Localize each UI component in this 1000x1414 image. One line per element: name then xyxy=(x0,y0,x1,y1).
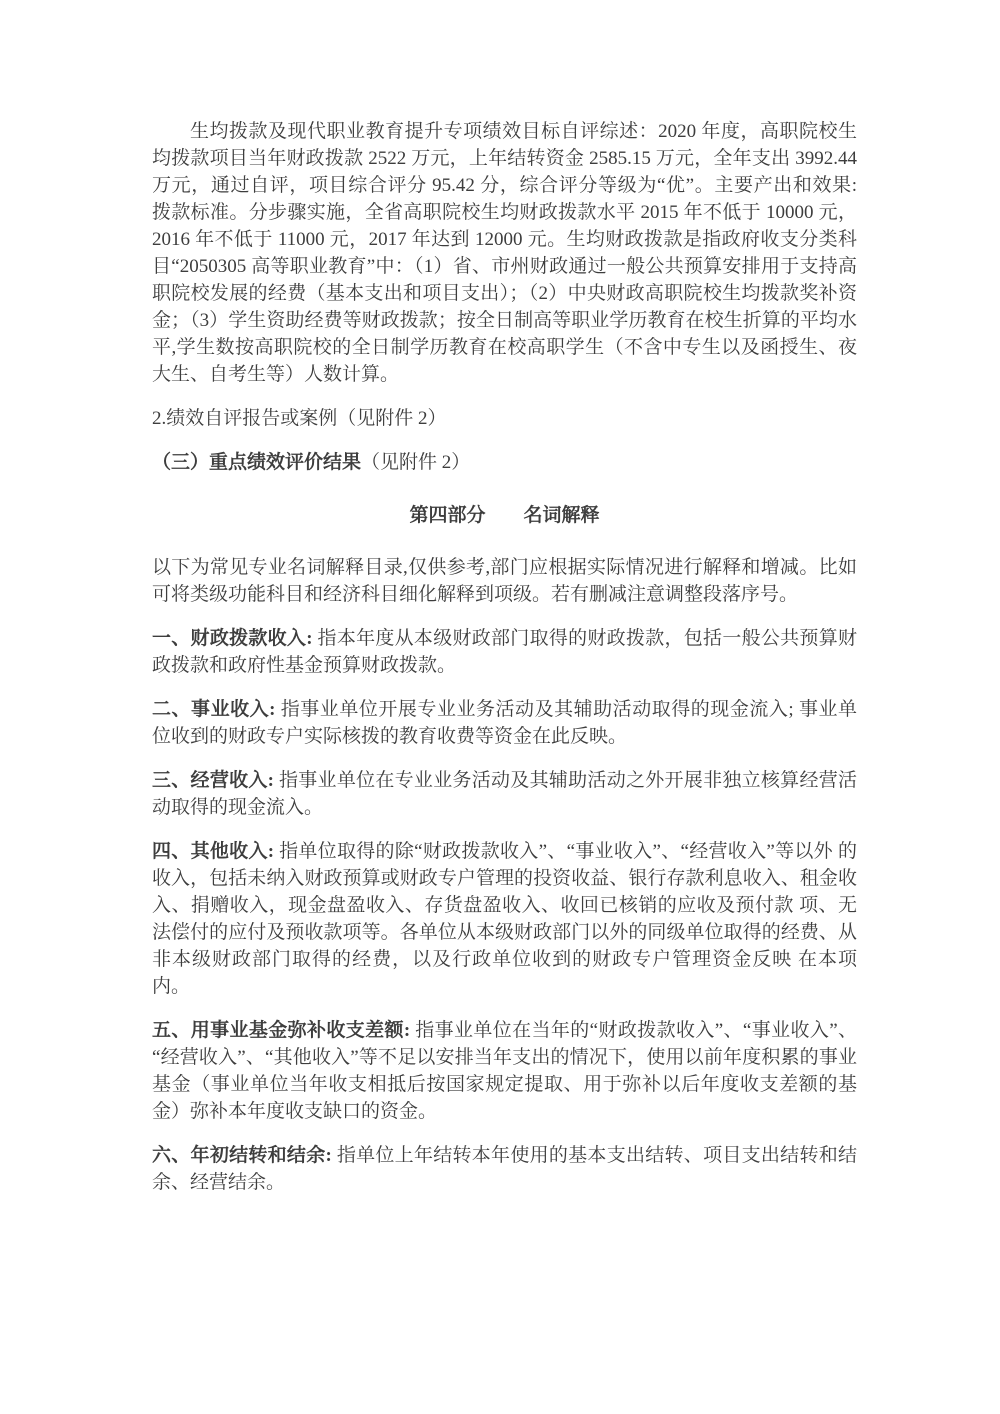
term-2-institutional-income-lead: 二、事业收入: xyxy=(152,699,276,720)
line-key-performance-evaluation-result: （三）重点绩效评价结果（见附件 2） xyxy=(152,452,471,473)
term-6-beginning-year-carryover-and-surplus-lead: 六、年初结转和结余: xyxy=(152,1145,332,1166)
term-4-other-income: 四、其他收入: 指单位取得的除“财政拨款收入”、“事业收入”、“经营收入”等以外 的收入，包括未纳入财政预算或财政专户管理的投资收益、银行存款利息收入、租金收入、捐赠收入，现金盘盈收入、存货盘盈收入、收回已核销的应收及预付款 项、无法偿付的应付及预收款项等。各单位从本级财政部门以外的同级单位取得的经费、从非本级财政部门取得的经费，以及行政单位收到的财政专户管理资金反映 在本项内。 xyxy=(152,841,857,997)
document-body xyxy=(152,118,857,1196)
term-3-operating-income-lead: 三、经营收入: xyxy=(152,770,274,791)
para-performance-self-eval-summary: 生均拨款及现代职业教育提升专项绩效目标自评综述：2020 年度，高职院校生均拨款项目当年财政拨款 2522 万元，上年结转资金 2585.15 万元，全年支出 3992.44 万元，通过自评，项目综合评分 95.42 分，综合评分等级为“优”。主要产出和效果: 拨款标准。分步骤实施，全省高职院校生均财政拨款水平 2015 年不低于 10000 元，2016 年不低于 11000 元，2017 年达到 12000 元。生均财政拨款是指政府收支分类科目“2050305 高等职业教育”中：（1）省、市州财政通过一般公共预算安排用于支持高职院校发展的经费（基本支出和项目支出）；（2）中央财政高职院校生均拨款奖补资金；（3）学生资助经费等财政拨款；按全日制高等职业学历教育在校生折算的平均水平,学生数按高职院校的全日制学历教育在校高职学生（不含中专生以及函授生、夜大生、自考生等）人数计算。 xyxy=(152,121,857,385)
term-5-use-fund-to-cover-deficit: 五、用事业基金弥补收支差额: 指事业单位在当年的“财政拨款收入”、“事业收入”、“经营收入”、“其他收入”等不足以安排当年支出的情况下，使用以前年度积累的事业基金（事业单位当年收支相抵后按国家规定提取、用于弥补以后年度收支差额的基金）弥补本年度收支缺口的资金。 xyxy=(152,1020,858,1122)
term-1-fiscal-appropriation-income-lead: 一、财政拨款收入: xyxy=(152,628,313,649)
term-2-institutional-income: 二、事业收入: 指事业单位开展专业业务活动及其辅助活动取得的现金流入; 事业单位收到的财政专户实际核拨的教育收费等资金在此反映。 xyxy=(152,699,858,747)
term-3-operating-income: 三、经营收入: 指事业单位在专业业务活动及其辅助活动之外开展非独立核算经营活动取得的现金流入。 xyxy=(152,770,857,818)
line-self-eval-report: 2.绩效自评报告或案例（见附件 2） xyxy=(152,408,447,429)
heading-part-four-glossary: 第四部分 名词解释 xyxy=(409,505,600,526)
para-glossary-intro: 以下为常见专业名词解释目录,仅供参考,部门应根据实际情况进行解释和增减。比如可将类级功能科目和经济科目细化解释到项级。若有删减注意调整段落序号。 xyxy=(152,557,857,605)
term-6-beginning-year-carryover-and-surplus: 六、年初结转和结余: 指单位上年结转本年使用的基本支出结转、项目支出结转和结余、经营结余。 xyxy=(152,1145,857,1193)
line-key-performance-evaluation-result-lead: （三）重点绩效评价结果 xyxy=(152,452,362,473)
term-1-fiscal-appropriation-income: 一、财政拨款收入: 指本年度从本级财政部门取得的财政拨款，包括一般公共预算财政拨款和政府性基金预算财政拨款。 xyxy=(152,628,857,676)
term-5-use-fund-to-cover-deficit-lead: 五、用事业基金弥补收支差额: xyxy=(152,1020,411,1041)
term-4-other-income-lead: 四、其他收入: xyxy=(152,841,275,862)
